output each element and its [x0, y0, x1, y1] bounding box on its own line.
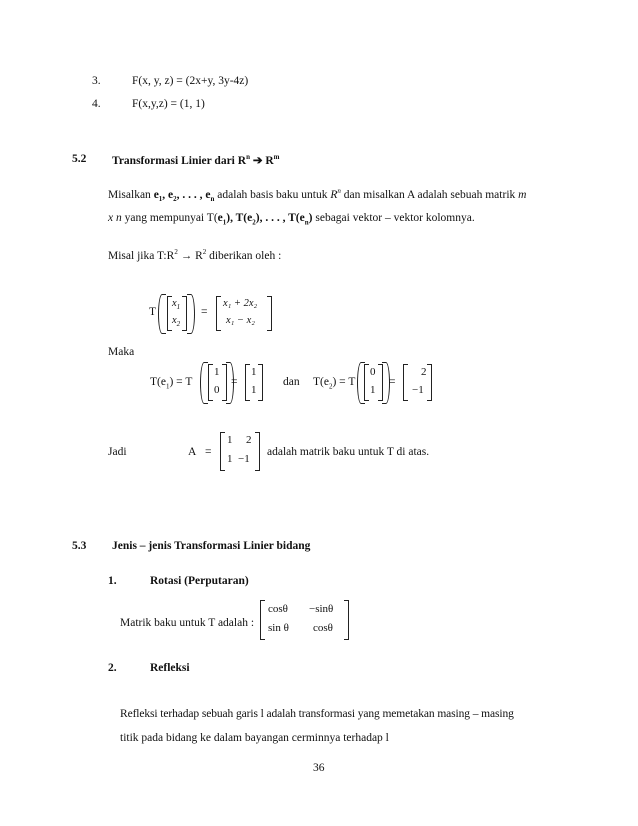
- x1-sub: 1: [176, 303, 181, 312]
- paren-right: [187, 294, 195, 334]
- bracket-right-2: [267, 296, 272, 331]
- item-2-number: 2.: [108, 662, 117, 674]
- row-2: x₁ − x₂: [226, 315, 255, 326]
- v1-a: 1: [214, 366, 220, 378]
- t-en: e: [299, 212, 305, 224]
- c11: cosθ: [268, 603, 288, 615]
- rn-sup: n: [337, 187, 341, 195]
- paren-left: [158, 294, 166, 334]
- p1-a: Misalkan: [108, 188, 154, 201]
- t-en-sub: n: [304, 218, 309, 227]
- reflection-line-1: Refleksi terhadap sebuah garis l adalah transformasi yang memetakan masing – masing: [120, 708, 514, 720]
- item-1-number: 1.: [108, 575, 117, 587]
- e1-sub: 1: [158, 195, 163, 204]
- w2-a: 2: [421, 366, 427, 378]
- a21: 1: [227, 453, 233, 465]
- item-3-text: F(x, y, z) = (2x+y, 3y-4z): [132, 75, 249, 87]
- p2-d: ), . . . , T(: [255, 212, 300, 224]
- section-5-3-number: 5.3: [72, 540, 87, 552]
- bracket-right-rot: [344, 600, 349, 640]
- p1-c: dan misalkan A adalah sebuah matrik: [340, 188, 519, 201]
- a22: −1: [238, 453, 250, 465]
- p2-c: ), T(: [226, 212, 248, 224]
- equals-sign: =: [201, 306, 208, 318]
- misal-line: [108, 248, 281, 262]
- bracket-right-4: [258, 364, 263, 401]
- c21: sin θ: [268, 622, 289, 634]
- item-2-title: Refleksi: [150, 662, 190, 674]
- t-e1-sub: 1: [222, 218, 227, 227]
- dan-label: dan: [283, 376, 300, 388]
- jadi-label: Jadi: [108, 446, 127, 458]
- en-sub: n: [210, 195, 215, 204]
- paren-left-3: [200, 362, 208, 404]
- bracket-right-6: [427, 364, 432, 401]
- a11: 1: [227, 434, 233, 446]
- t-e2-sub: 2: [252, 218, 256, 227]
- x1-var: x: [172, 298, 177, 309]
- paragraph-line-1: [108, 187, 526, 203]
- equals-2: =: [231, 376, 238, 388]
- te1-c: ) = T: [169, 376, 193, 388]
- paragraph-line-2: [108, 212, 475, 226]
- v2-a: 0: [370, 366, 376, 378]
- p2-b: yang mempunyai T(: [121, 212, 218, 224]
- w2-b: −1: [412, 384, 424, 396]
- v2-b: 1: [370, 384, 376, 396]
- section-5-2-number: 5.2: [72, 153, 87, 165]
- misal-a: Misal jika T:R: [108, 249, 175, 262]
- x2-var: x: [172, 315, 177, 326]
- bracket-left-rot: [260, 600, 265, 640]
- maka-label: Maka: [108, 346, 135, 358]
- jadi-text: adalah matrik baku untuk T di atas.: [267, 446, 430, 458]
- t-e1: e: [217, 212, 223, 224]
- te2-sub: 2: [328, 382, 333, 391]
- te2-c: ) = T: [332, 376, 356, 388]
- arrow-right-icon: →: [180, 249, 193, 262]
- comma-1: ,: [162, 188, 169, 201]
- v1-b: 0: [214, 384, 220, 396]
- page-number: 36: [313, 762, 325, 774]
- e2: e: [168, 188, 174, 201]
- bracket-left-6: [403, 364, 408, 401]
- bracket-left-3: [208, 364, 213, 401]
- a-label: A: [188, 446, 197, 458]
- a12: 2: [246, 434, 252, 446]
- m-var: m: [518, 188, 527, 201]
- c22: cosθ: [313, 622, 333, 634]
- sup-m: m: [273, 153, 280, 162]
- misal-c: diberikan oleh :: [206, 249, 282, 262]
- e2-sub: 2: [173, 195, 177, 204]
- item-3-number: 3.: [92, 75, 101, 87]
- e1: e: [153, 188, 159, 201]
- x2: [172, 315, 180, 328]
- x1: [172, 298, 180, 311]
- item-4-number: 4.: [92, 98, 101, 110]
- en: e: [205, 188, 211, 201]
- bracket-left-a: [220, 432, 225, 471]
- te2-a: T(e: [313, 376, 329, 388]
- dots: , . . . ,: [176, 188, 206, 201]
- p2-a: x n: [108, 212, 122, 224]
- rn: R: [330, 188, 338, 201]
- equals-4: =: [205, 446, 212, 458]
- equals-3: =: [389, 376, 396, 388]
- t-e2: e: [247, 212, 253, 224]
- w1-b: 1: [251, 384, 257, 396]
- r-letter: R: [265, 155, 274, 167]
- row-1: x₁ + 2x₂: [223, 298, 258, 309]
- t-e2-label: [313, 376, 355, 390]
- section-5-3-title: Jenis – jenis Transformasi Linier bidang: [112, 540, 311, 552]
- te1-a: T(e: [150, 376, 166, 388]
- bracket-right-a: [255, 432, 260, 471]
- bracket-left-2: [216, 296, 221, 331]
- x2-sub: 2: [176, 320, 181, 329]
- p1-b: adalah basis baku untuk: [214, 188, 331, 201]
- item-1-title: Rotasi (Perputaran): [150, 575, 249, 587]
- section-title-text: Transformasi Linier dari R: [112, 155, 247, 167]
- arrow-icon: ➔: [252, 155, 263, 167]
- reflection-line-2: titik pada bidang ke dalam bayangan cerminnya terhadap l: [120, 732, 389, 744]
- bracket-left-4: [245, 364, 250, 401]
- bracket-left-5: [364, 364, 369, 401]
- p2-f: sebagai vektor – vektor kolomnya.: [312, 212, 475, 224]
- section-5-2-title: [112, 153, 280, 167]
- te1-sub: 1: [165, 382, 170, 391]
- p2-e: ): [308, 212, 313, 224]
- item-4-text: F(x,y,z) = (1, 1): [132, 98, 205, 110]
- t-e1-label: [150, 376, 192, 390]
- misal-b: R: [192, 249, 203, 262]
- t-symbol: T: [149, 306, 157, 318]
- sup-n: n: [246, 153, 250, 162]
- w1-a: 1: [251, 366, 257, 378]
- misal-sup1: 2: [174, 248, 178, 256]
- c12: −sinθ: [309, 603, 334, 615]
- misal-sup2: 2: [202, 248, 207, 256]
- rotation-text: Matrik baku untuk T adalah :: [120, 617, 255, 629]
